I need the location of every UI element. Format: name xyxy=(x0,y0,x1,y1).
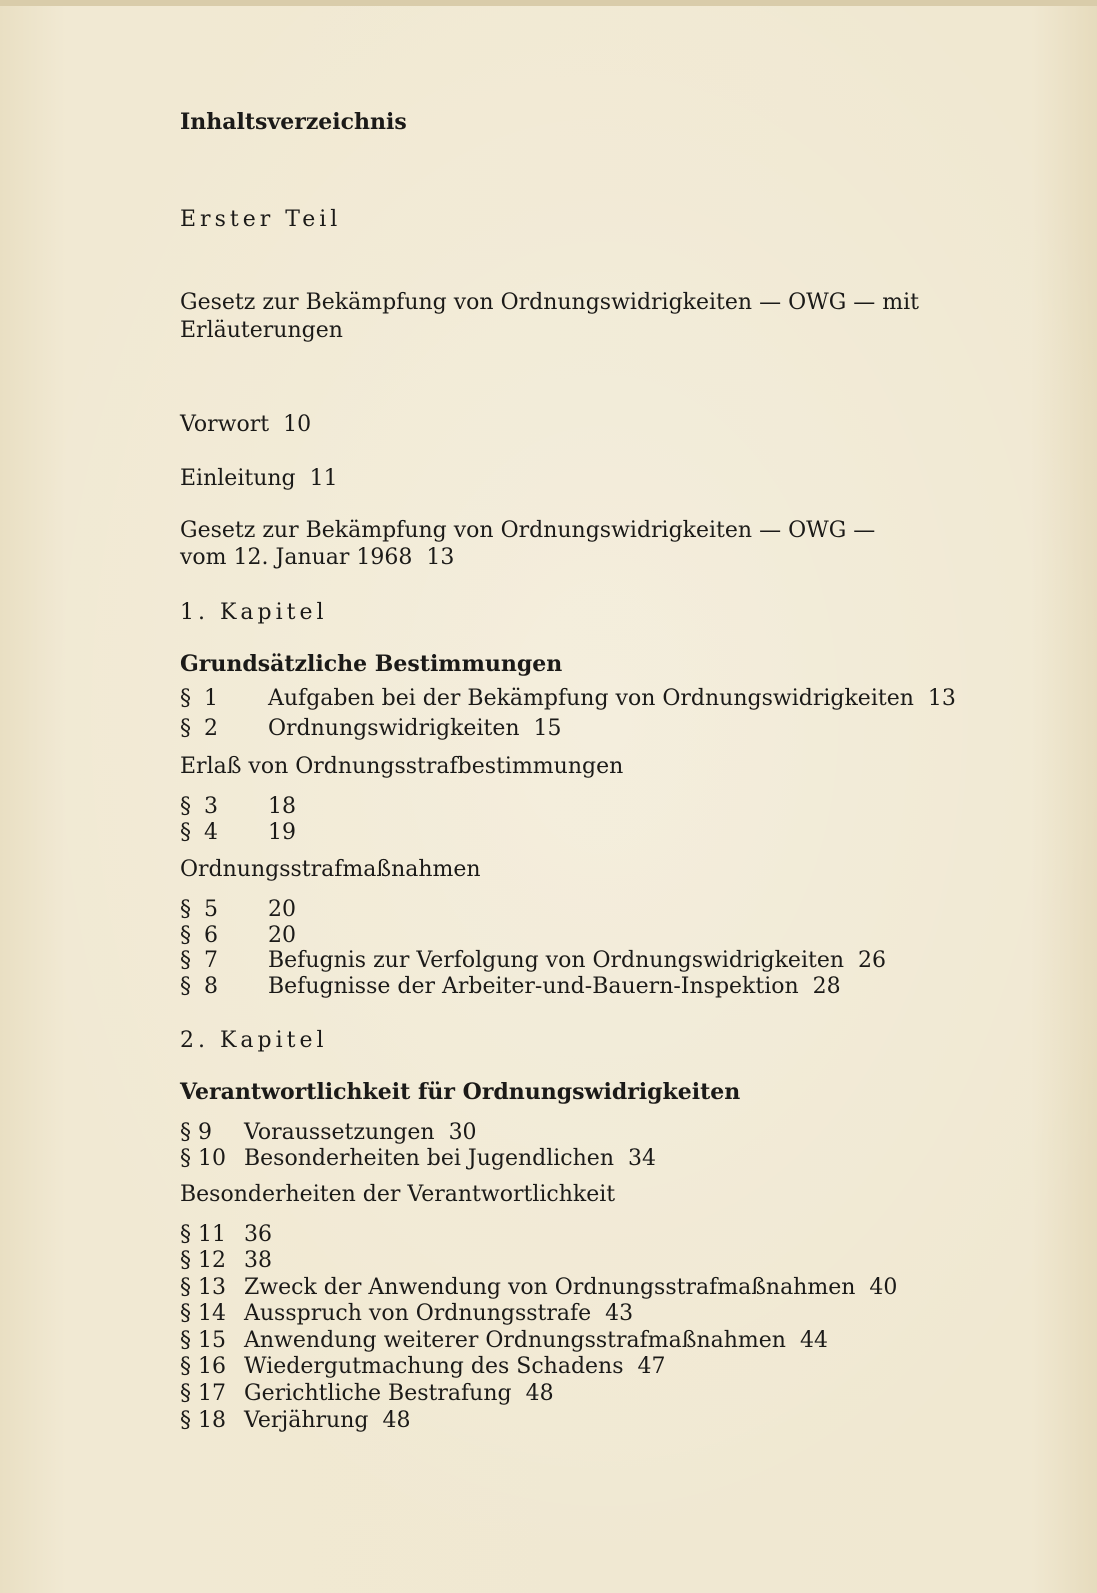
entry-label: Einleitung xyxy=(180,466,296,491)
entry-label: Vorwort xyxy=(180,412,270,437)
page-number: 13 xyxy=(426,545,455,570)
toc-entry-vorwort xyxy=(180,412,311,438)
entry-label: Voraussetzungen xyxy=(244,1120,435,1145)
paragraph-number: 8 xyxy=(204,974,218,999)
subsection-erlass: Erlaß von Ordnungsstrafbestimmungen xyxy=(180,754,624,779)
paragraph-number: § 18 xyxy=(180,1408,226,1433)
entry-label: Ausspruch von Ordnungsstrafe xyxy=(244,1301,592,1326)
chapter-1-label: 1. Kapitel xyxy=(180,600,328,625)
entry-label: Verjährung xyxy=(244,1408,369,1433)
paragraph-number: § 16 xyxy=(180,1354,226,1379)
paragraph-number: 7 xyxy=(204,948,218,973)
toc-entry-para-10 xyxy=(180,1146,656,1172)
paragraph-sign: § xyxy=(180,974,191,999)
toc-entry-gesetz-line-1: Gesetz zur Bekämpfung von Ordnungswidrigkeiten — OWG — xyxy=(180,518,876,543)
paragraph-number: 6 xyxy=(204,923,218,948)
paragraph-sign: § xyxy=(180,923,191,948)
toc-entry-para-8 xyxy=(180,974,841,1000)
toc-entry-para-14 xyxy=(180,1301,633,1327)
page-number: 28 xyxy=(812,974,841,999)
toc-entry-einleitung xyxy=(180,466,338,492)
page-number: 40 xyxy=(869,1275,898,1300)
law-title-line-1: Gesetz zur Bekämpfung von Ordnungswidrigkeiten — OWG — mit xyxy=(180,290,920,315)
toc-entry-para-15 xyxy=(180,1328,828,1354)
page-number: 38 xyxy=(244,1248,272,1273)
paragraph-number: 1 xyxy=(204,686,218,711)
paragraph-sign: § xyxy=(180,686,191,711)
page-number: 47 xyxy=(637,1354,666,1379)
subsection-ordnungsstrafmassnahmen: Ordnungsstrafmaßnahmen xyxy=(180,857,481,882)
page-number: 43 xyxy=(605,1301,634,1326)
paragraph-sign: § xyxy=(180,948,191,973)
page-number: 34 xyxy=(627,1146,656,1171)
entry-label: Zweck der Anwendung von Ordnungsstrafmaßnahmen xyxy=(244,1275,856,1300)
page-number: 48 xyxy=(382,1408,411,1433)
toc-entry-para-12 xyxy=(180,1248,272,1274)
toc-entry-para-4 xyxy=(180,820,296,846)
page-number: 15 xyxy=(533,716,562,741)
toc-entry-para-11 xyxy=(180,1222,272,1248)
subsection-besonderheiten: Besonderheiten der Verantwortlichkeit xyxy=(180,1182,616,1207)
paragraph-sign: § xyxy=(180,716,191,741)
chapter-2-label: 2. Kapitel xyxy=(180,1028,328,1053)
paragraph-number: § 17 xyxy=(180,1381,226,1406)
paragraph-number: § 14 xyxy=(180,1301,226,1326)
entry-label: Wiedergutmachung des Schadens xyxy=(244,1354,624,1379)
toc-entry-gesetz-line-2 xyxy=(180,545,454,571)
page-number: 13 xyxy=(927,686,956,711)
page-number: 44 xyxy=(799,1328,828,1353)
page-number: 18 xyxy=(268,794,296,819)
toc-entry-para-3 xyxy=(180,794,296,820)
entry-label: Besonderheiten bei Jugendlichen xyxy=(244,1146,614,1171)
toc-entry-para-16 xyxy=(180,1354,666,1380)
chapter-2-heading: Verantwortlichkeit für Ordnungswidrigkeiten xyxy=(180,1079,741,1105)
toc-entry-para-1 xyxy=(180,686,956,712)
toc-entry-para-17 xyxy=(180,1381,554,1407)
entry-label: Aufgaben bei der Bekämpfung von Ordnungswidrigkeiten xyxy=(268,686,914,711)
part-heading: Erster Teil xyxy=(180,207,342,232)
toc-entry-para-7 xyxy=(180,948,886,974)
paragraph-number: 2 xyxy=(204,716,218,741)
toc-entry-para-18 xyxy=(180,1408,410,1434)
entry-label: Gerichtliche Bestrafung xyxy=(244,1381,512,1406)
toc-entry-para-5 xyxy=(180,897,296,923)
toc-entry-para-6 xyxy=(180,923,296,949)
paragraph-sign: § xyxy=(180,820,191,845)
toc-entry-para-2 xyxy=(180,716,562,742)
toc-title: Inhaltsverzeichnis xyxy=(180,109,407,135)
chapter-1-heading: Grundsätzliche Bestimmungen xyxy=(180,651,563,677)
entry-label: vom 12. Januar 1968 xyxy=(180,545,413,570)
page-number: 20 xyxy=(268,897,296,922)
paragraph-number: § 9 xyxy=(180,1120,212,1145)
page-number: 20 xyxy=(268,923,296,948)
page-number: 11 xyxy=(309,466,338,491)
entry-label: Ordnungswidrigkeiten xyxy=(268,716,520,741)
paragraph-number: 4 xyxy=(204,820,218,845)
page-number: 30 xyxy=(448,1120,477,1145)
paragraph-number: § 10 xyxy=(180,1146,226,1171)
paragraph-number: 3 xyxy=(204,794,218,819)
paragraph-number: 5 xyxy=(204,897,218,922)
entry-label: Befugnis zur Verfolgung von Ordnungswidrigkeiten xyxy=(268,948,845,973)
paragraph-number: § 11 xyxy=(180,1222,226,1247)
entry-label: Anwendung weiterer Ordnungsstrafmaßnahmen xyxy=(244,1328,786,1353)
entry-label: Befugnisse der Arbeiter-und-Bauern-Inspektion xyxy=(268,974,799,999)
paragraph-number: § 13 xyxy=(180,1275,226,1300)
paragraph-number: § 15 xyxy=(180,1328,226,1353)
toc-entry-para-9 xyxy=(180,1120,477,1146)
page-number: 10 xyxy=(283,412,312,437)
page-number: 19 xyxy=(268,820,296,845)
page-number: 36 xyxy=(244,1222,272,1247)
page-number: 48 xyxy=(525,1381,554,1406)
page-number: 26 xyxy=(858,948,887,973)
law-title-line-2: Erläuterungen xyxy=(180,318,343,343)
paragraph-sign: § xyxy=(180,897,191,922)
paragraph-number: § 12 xyxy=(180,1248,226,1273)
toc-entry-para-13 xyxy=(180,1275,897,1301)
paragraph-sign: § xyxy=(180,794,191,819)
